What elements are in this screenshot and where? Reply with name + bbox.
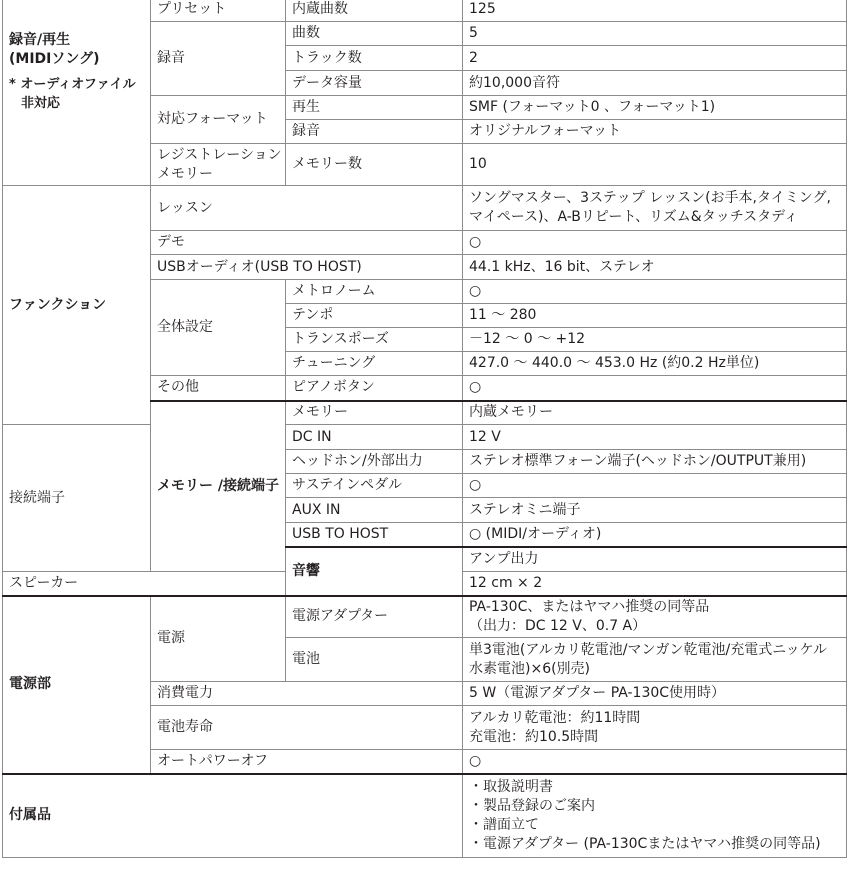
row-sublabel: 再生	[286, 96, 463, 120]
row-label: アンプ出力	[463, 547, 847, 572]
value-line: 充電池：約10.5時間	[469, 728, 599, 745]
row-value	[463, 596, 847, 638]
row-value: －12 ～ 0 ～ +12	[463, 328, 847, 352]
row-sublabel: メトロノーム	[286, 280, 463, 304]
row-value: 10	[463, 144, 847, 186]
row-value: 11 ～ 280	[463, 304, 847, 328]
value-line: 水素電池)×6(別売)	[469, 660, 591, 677]
row-dc-in	[3, 425, 847, 450]
value-line: ソングマスター、3ステップ レッスン(お手本,タイミング,	[469, 190, 831, 206]
row-sublabel: ヘッドホン/外部出力	[286, 450, 463, 474]
row-sublabel: 録音	[286, 120, 463, 144]
row-value: ○	[463, 280, 847, 304]
value-line: （出力：DC 12 V、0.7 A）	[469, 617, 647, 634]
row-value: 12 V	[463, 425, 847, 450]
row-sublabel: トラック数	[286, 46, 463, 71]
row-sublabel: 曲数	[286, 22, 463, 46]
row-label: メモリー	[286, 401, 463, 425]
row-label: オートパワーオフ	[151, 750, 463, 774]
value-line: アルカリ乾電池：約11時間	[469, 709, 641, 726]
row-sublabel: データ容量	[286, 71, 463, 96]
section-sound: 音響	[286, 547, 463, 596]
section-note-cont: 非対応	[21, 96, 61, 111]
accessory-item: ・電源アダプター (PA-130Cまたはヤマハ推奨の同等品)	[469, 835, 821, 852]
row-value: ○	[463, 231, 847, 255]
row-label	[151, 144, 286, 186]
accessory-item: ・取扱説明書	[469, 778, 553, 795]
spec-table	[2, 0, 847, 858]
section-function: ファンクション	[3, 186, 151, 425]
section-title: 録音/再生	[9, 32, 71, 48]
row-value: 427.0 ～ 440.0 ～ 453.0 Hz (約0.2 Hz単位)	[463, 352, 847, 376]
row-label: デモ	[151, 231, 463, 255]
row-value: 125	[463, 0, 847, 22]
row-label: 接続端子	[3, 425, 151, 572]
row-accessories	[3, 774, 847, 858]
row-value: 44.1 kHz、16 bit、ステレオ	[463, 255, 847, 280]
row-value: ステレオ標準フォーン端子(ヘッドホン/OUTPUT兼用)	[463, 450, 847, 474]
row-lesson	[3, 186, 847, 231]
row-label: 消費電力	[151, 682, 463, 706]
value-line: マイペース)、A-Bリピート、リズム&タッチスタディ	[469, 209, 799, 225]
row-sublabel: サステインペダル	[286, 474, 463, 498]
row-label: 全体設定	[151, 280, 286, 376]
row-sublabel: チューニング	[286, 352, 463, 376]
section-subtitle: (MIDIソング)	[9, 51, 100, 67]
label-line: メモリー	[157, 165, 213, 182]
row-sublabel: 電池	[286, 638, 463, 682]
row-value: 5 W（電源アダプター PA-130C使用時）	[463, 682, 847, 706]
row-sublabel: 内蔵メモリー	[463, 401, 847, 425]
row-adapter	[3, 596, 847, 638]
value-line: PA-130C、またはヤマハ推奨の同等品	[469, 598, 710, 615]
row-label: 対応フォーマット	[151, 96, 286, 144]
row-value	[463, 186, 847, 231]
row-sublabel: 電源アダプター	[286, 596, 463, 638]
section-power: 電源部	[3, 596, 151, 774]
row-value: 12 cm × 2	[463, 572, 847, 596]
row-sublabel: AUX IN	[286, 498, 463, 523]
section-recording	[3, 0, 151, 186]
row-sublabel: テンポ	[286, 304, 463, 328]
row-label: 電源	[151, 596, 286, 682]
row-value: ○ (MIDI/オーディオ)	[463, 523, 847, 547]
section-memory: メモリー /接続端子	[151, 401, 286, 572]
row-value	[463, 706, 847, 750]
row-value: ステレオミニ端子	[463, 498, 847, 523]
row-sublabel: DC IN	[286, 425, 463, 450]
row-label: 録音	[151, 22, 286, 96]
row-value: 5	[463, 22, 847, 46]
label-line: レジストレーション	[157, 146, 282, 163]
row-sublabel: トランスポーズ	[286, 328, 463, 352]
row-value: ○	[463, 750, 847, 774]
row-preset	[3, 0, 847, 22]
row-value: SMF (フォーマット0 、フォーマット1)	[463, 96, 847, 120]
value-line: 単3電池(アルカリ乾電池/マンガン乾電池/充電式ニッケル	[469, 641, 827, 658]
row-value	[463, 638, 847, 682]
accessory-list	[463, 774, 847, 858]
section-accessories: 付属品	[3, 774, 463, 858]
row-sublabel: ピアノボタン	[286, 376, 463, 401]
row-label: USBオーディオ(USB TO HOST)	[151, 255, 463, 280]
accessory-item: ・譜面立て	[469, 816, 539, 833]
row-label: その他	[151, 376, 286, 401]
row-value: 2	[463, 46, 847, 71]
row-label: レッスン	[151, 186, 463, 231]
row-label: 電池寿命	[151, 706, 463, 750]
row-label: プリセット	[151, 0, 286, 22]
row-sublabel: USB TO HOST	[286, 523, 463, 547]
row-value: ○	[463, 376, 847, 401]
row-sublabel: メモリー数	[286, 144, 463, 186]
row-value: オリジナルフォーマット	[463, 120, 847, 144]
row-sublabel: 内蔵曲数	[286, 0, 463, 22]
accessory-item: ・製品登録のご案内	[469, 797, 595, 814]
row-label: スピーカー	[3, 572, 286, 596]
section-note: * オーディオファイル	[9, 77, 136, 92]
row-value: ○	[463, 474, 847, 498]
row-value: 約10,000音符	[463, 71, 847, 96]
